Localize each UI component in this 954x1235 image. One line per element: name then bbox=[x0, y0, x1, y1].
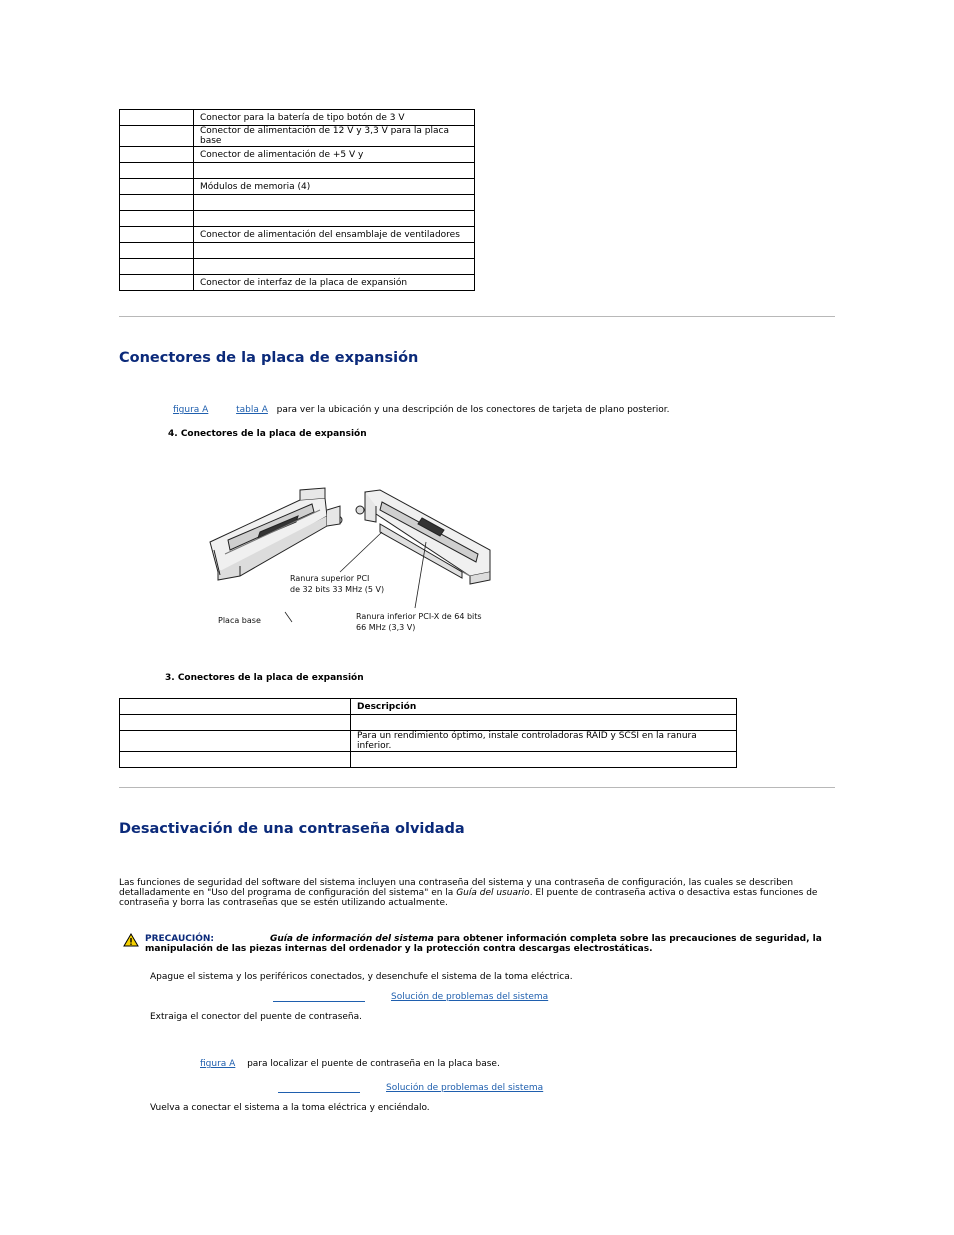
connector-table-body bbox=[120, 110, 475, 291]
table-row bbox=[120, 275, 475, 291]
table-row bbox=[120, 752, 737, 768]
row-description-cell bbox=[194, 211, 475, 227]
row-number-cell bbox=[120, 195, 194, 211]
step-2: Extraiga el conector del puente de contraseña. bbox=[150, 1012, 363, 1022]
row-number-cell bbox=[120, 243, 194, 259]
intro-line bbox=[173, 405, 669, 415]
link-tabla-a[interactable]: tabla A bbox=[236, 405, 268, 415]
label-upper-slot-2: de 32 bits 33 MHz (5 V) bbox=[290, 585, 385, 594]
link-figura-a-2[interactable]: figura A bbox=[200, 1059, 236, 1069]
table-caption: 3. Conectores de la placa de expansión bbox=[165, 673, 364, 683]
row-number-cell bbox=[120, 227, 194, 243]
connector-cell bbox=[120, 715, 351, 731]
description-cell bbox=[351, 715, 737, 731]
row-number-cell bbox=[120, 259, 194, 275]
row-number-cell bbox=[120, 147, 194, 163]
divider bbox=[119, 316, 835, 317]
table-row bbox=[120, 163, 475, 179]
caution-text: para obtener información completa sobre las precauciones de seguridad, la bbox=[436, 934, 822, 944]
paragraph-line bbox=[119, 888, 839, 898]
section-heading-password: Desactivación de una contraseña olvidada bbox=[119, 821, 465, 837]
label-upper-slot-1: Ranura superior PCI bbox=[290, 574, 370, 583]
table-row bbox=[120, 195, 475, 211]
row-number-cell bbox=[120, 275, 194, 291]
row-description-cell: Conector de alimentación de 12 V y 3,3 V para la placa base bbox=[194, 126, 475, 147]
caution-note bbox=[145, 934, 835, 954]
link-underline bbox=[273, 1001, 365, 1002]
row-description-cell: Conector de alimentación de +5 V y bbox=[194, 147, 475, 163]
table-row bbox=[120, 731, 737, 752]
row-number-cell bbox=[120, 126, 194, 147]
connector-cell bbox=[120, 752, 351, 768]
step-5: Vuelva a conectar el sistema a la toma eléctrica y enciéndalo. bbox=[150, 1103, 430, 1113]
italic-text: Guía del usuario bbox=[456, 888, 530, 898]
link-troubleshooting-2[interactable]: Solución de problemas del sistema bbox=[386, 1083, 544, 1093]
caution-italic: Guía de información del sistema bbox=[270, 934, 434, 944]
label-lower-slot-1: Ranura inferior PCI-X de 64 bits bbox=[356, 612, 482, 621]
label-lower-slot-2: 66 MHz (3,3 V) bbox=[356, 623, 416, 632]
link-underline bbox=[278, 1092, 360, 1093]
step-1: Apague el sistema y los periféricos conectados, y desenchufe el sistema de la toma eléctrica. bbox=[150, 972, 573, 982]
link-figura-a[interactable]: figura A bbox=[173, 405, 209, 415]
description-cell bbox=[351, 752, 737, 768]
row-description-cell: Conector para la batería de tipo botón de 3 V bbox=[194, 110, 475, 126]
row-description-cell bbox=[194, 163, 475, 179]
row-description-cell bbox=[194, 243, 475, 259]
row-description-cell bbox=[194, 195, 475, 211]
table-row bbox=[120, 715, 737, 731]
text: . El puente de contraseña activa o desactiva estas funciones de bbox=[529, 888, 818, 898]
paragraph-line: Las funciones de seguridad del software del sistema incluyen una contraseña del sistema y una contraseña de configuración, las cuales se describen bbox=[119, 878, 794, 888]
caution-line bbox=[145, 934, 835, 944]
connector-table bbox=[119, 109, 475, 291]
row-number-cell bbox=[120, 179, 194, 195]
divider bbox=[119, 787, 835, 788]
row-description-cell: Módulos de memoria (4) bbox=[194, 179, 475, 195]
row-number-cell bbox=[120, 211, 194, 227]
row-description-cell: Conector de alimentación del ensamblaje de ventiladores bbox=[194, 227, 475, 243]
row-description-cell: Conector de interfaz de la placa de expansión bbox=[194, 275, 475, 291]
step-3 bbox=[200, 1059, 500, 1069]
table-row bbox=[120, 211, 475, 227]
row-number-cell bbox=[120, 163, 194, 179]
table-row bbox=[120, 126, 475, 147]
section-heading-expansion: Conectores de la placa de expansión bbox=[119, 350, 419, 366]
table-header-row bbox=[120, 699, 737, 715]
table-row bbox=[120, 179, 475, 195]
password-paragraph bbox=[119, 878, 839, 908]
expansion-board-figure bbox=[200, 480, 500, 640]
table-row bbox=[120, 259, 475, 275]
figure-caption: 4. Conectores de la placa de expansión bbox=[168, 429, 367, 439]
connector-cell bbox=[120, 731, 351, 752]
label-base: Placa base bbox=[218, 616, 261, 625]
table-row bbox=[120, 227, 475, 243]
description-cell: Para un rendimiento óptimo, instale controladoras RAID y SCSI en la ranura inferior. bbox=[351, 731, 737, 752]
step-3-text: para localizar el puente de contraseña en la placa base. bbox=[247, 1059, 500, 1069]
table-row bbox=[120, 110, 475, 126]
caution-line: manipulación de las piezas internas del ordenador y la protección contra descargas electrostáticas. bbox=[145, 944, 653, 954]
intro-text: para ver la ubicación y una descripción de los conectores de tarjeta de plano posterior. bbox=[276, 405, 670, 415]
paragraph-line: contraseña y borra las contraseñas que se estén utilizando actualmente. bbox=[119, 898, 448, 908]
expansion-table bbox=[119, 698, 737, 768]
warning-icon bbox=[123, 933, 139, 947]
caution-label: PRECAUCIÓN: bbox=[145, 934, 215, 944]
header-cell bbox=[120, 699, 351, 715]
link-troubleshooting-1[interactable]: Solución de problemas del sistema bbox=[391, 992, 549, 1002]
text: detalladamente en "Uso del programa de configuración del sistema" en la bbox=[119, 888, 454, 898]
table-row bbox=[120, 147, 475, 163]
table-row bbox=[120, 243, 475, 259]
expansion-table-body bbox=[120, 715, 737, 768]
header-cell-description: Descripción bbox=[351, 699, 737, 715]
row-number-cell bbox=[120, 110, 194, 126]
row-description-cell bbox=[194, 259, 475, 275]
